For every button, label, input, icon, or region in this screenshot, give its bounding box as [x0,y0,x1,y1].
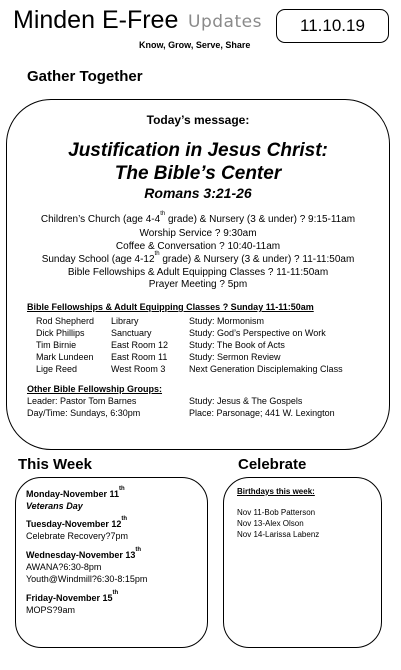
week-day [26,590,119,603]
this-week-heading: This Week [18,456,92,473]
class-room: East Room 11 [111,352,168,362]
week-day [26,486,125,499]
ordinal-suffix: th [121,516,128,522]
class-room: West Room 3 [111,364,166,374]
week-day-label: Wednesday-November 13 [26,550,136,560]
celebrate-heading: Celebrate [238,456,307,473]
class-leader: Dick Phillips [36,328,85,338]
schedule-worship: Worship Service ? 9:30am [139,228,257,239]
class-study: Study: Sermon Review [189,352,281,362]
week-event: Youth@Windmill?6:30-8:15pm [26,574,148,584]
newsletter-subtitle: Updates [188,12,262,32]
other-group-daytime: Day/Time: Sundays, 6:30pm [27,408,141,418]
class-study: Study: Mormonism [189,316,265,326]
class-room: Library [111,316,139,326]
schedule-childrens-church [6,211,390,225]
class-room: East Room 12 [111,340,169,350]
celebrate-box [223,477,382,648]
schedule-prayer: Prayer Meeting ? 5pm [148,279,248,290]
newsletter-title: Minden E-Free [13,6,179,34]
other-group-study: Study: Jesus & The Gospels [189,396,303,406]
week-event: MOPS?9am [26,605,76,615]
class-leader: Lige Reed [36,364,78,374]
birthday-item: Nov 14-Larissa Labenz [237,530,320,539]
week-day [26,547,142,560]
issue-date-box [276,9,389,43]
birthday-item: Nov 11-Bob Patterson [237,508,316,517]
ordinal-suffix: th [119,486,125,492]
birthdays-label: Birthdays this week: [237,487,315,496]
message-reference: Romans 3:21-26 [144,185,252,201]
class-study: Next Generation Disciplemaking Class [189,364,343,374]
message-title-line1: Justification in Jesus Christ: [68,140,328,161]
schedule-text: Children’s Church (age 4-4 [40,214,161,225]
other-group-leader: Leader: Pastor Tom Barnes [27,396,137,406]
class-leader: Mark Lundeen [36,352,94,362]
tagline: Know, Grow, Serve, Share [139,40,251,50]
ordinal-suffix: th [112,590,119,596]
ordinal-suffix: th [154,251,160,257]
message-title-line2: The Bible’s Center [114,163,282,184]
week-event: Veterans Day [26,501,83,511]
schedule-sunday-school [6,251,390,265]
week-event: Celebrate Recovery?7pm [26,531,129,541]
class-room: Sanctuary [111,328,152,338]
week-day-label: Friday-November 15 [26,593,113,603]
schedule-text: grade) & Nursery (3 & under) ? 9:15-11am [165,214,356,225]
schedule-text: grade) & Nursery (3 & under) ? 11-11:50am [159,254,355,265]
message-label: Today’s message: [146,113,250,127]
other-groups-heading: Other Bible Fellowship Groups: [27,384,163,394]
week-event: AWANA?6:30-8pm [26,562,102,572]
ordinal-suffix: th [135,547,142,553]
class-leader: Tim Birnie [36,340,77,350]
issue-date: 11.10.19 [300,16,365,35]
week-day-label: Tuesday-November 12 [26,519,122,529]
class-study: Study: The Book of Acts [189,340,285,350]
class-study: Study: God’s Perspective on Work [189,328,326,338]
week-day-label: Monday-November 11 [26,489,120,499]
classes-heading: Bible Fellowships & Adult Equipping Classes ? Sunday 11-11:50am [27,302,314,312]
schedule-text: Sunday School (age 4-12 [41,254,155,265]
schedule-fellowship: Bible Fellowships & Adult Equipping Classes ? 11-11:50am [67,267,329,278]
schedule-coffee: Coffee & Conversation ? 10:40-11am [115,241,281,252]
week-day [26,516,128,529]
gather-heading: Gather Together [27,68,143,85]
class-leader: Rod Shepherd [36,316,95,326]
other-group-place: Place: Parsonage; 441 W. Lexington [189,408,335,418]
birthday-item: Nov 13-Alex Olson [237,519,304,528]
ordinal-suffix: th [160,211,166,217]
